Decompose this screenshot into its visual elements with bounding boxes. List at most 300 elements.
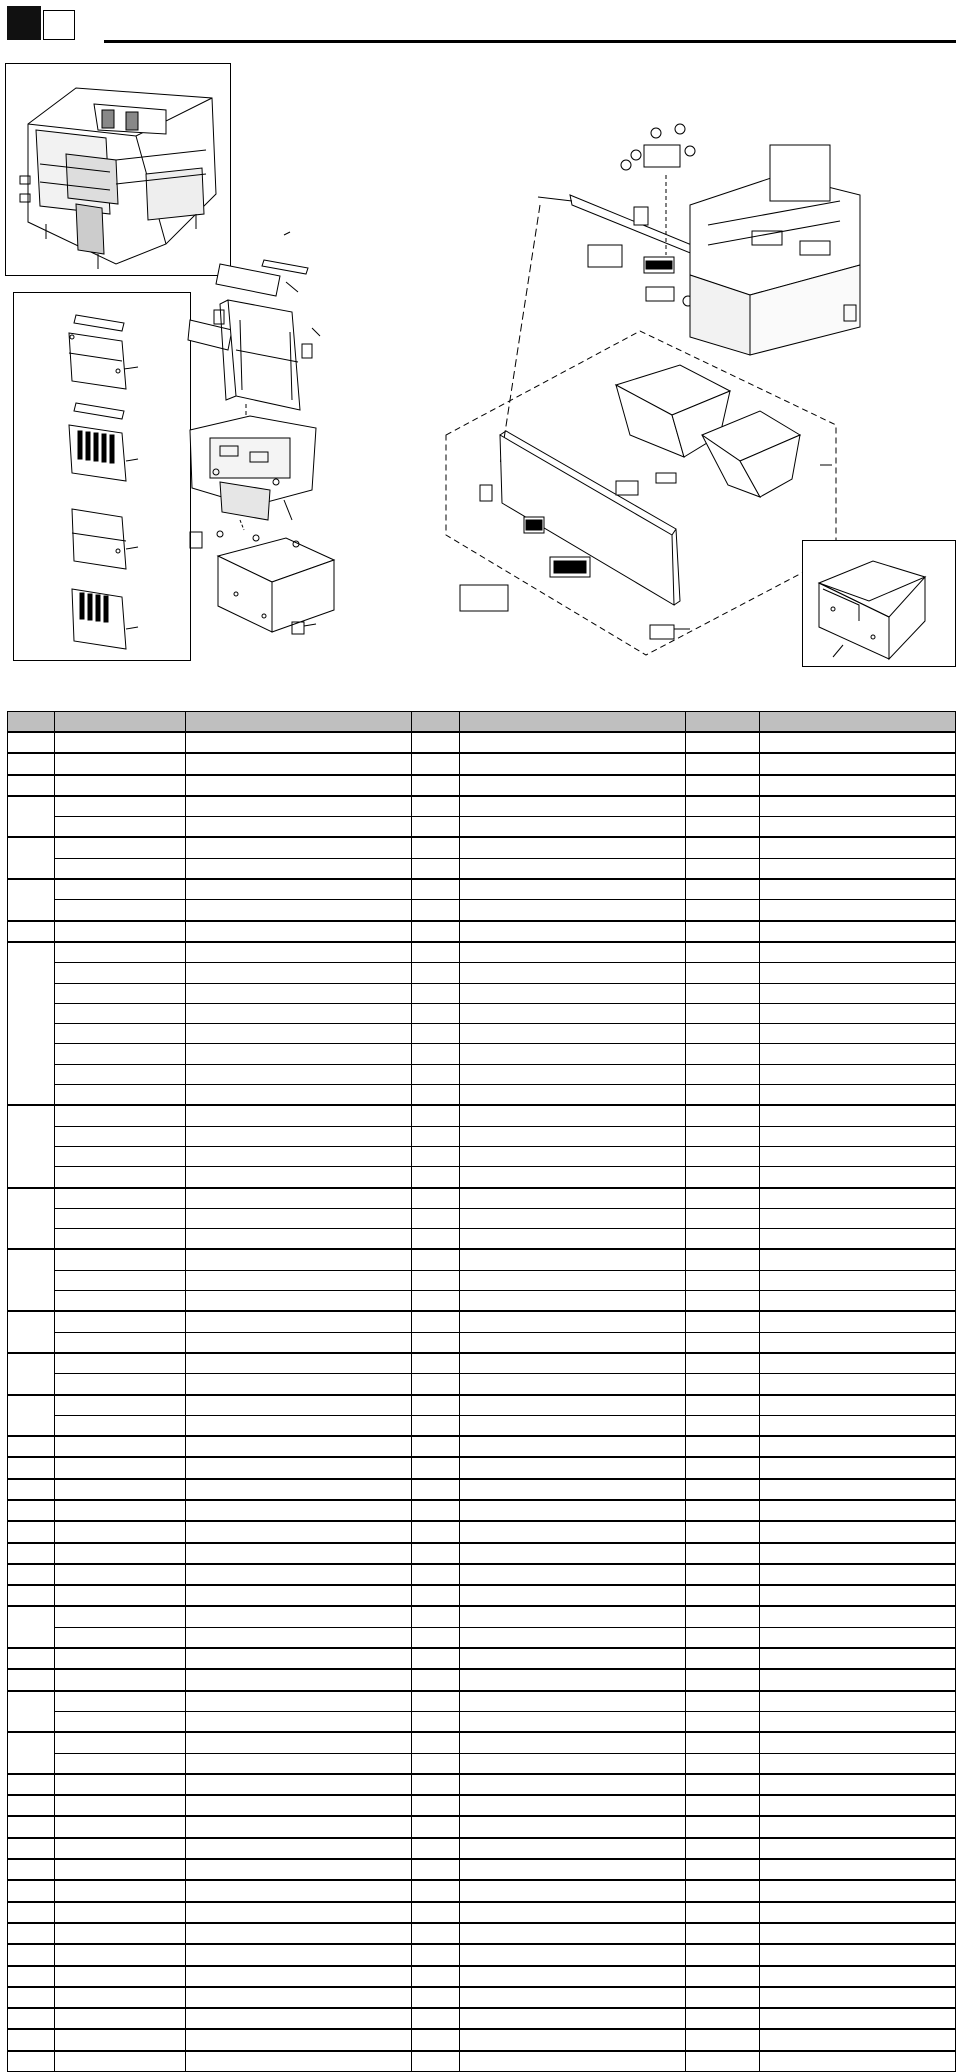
table-cell: [186, 1270, 412, 1290]
table-cell: [686, 837, 760, 858]
table-cell: [760, 1500, 956, 1521]
table-cell-ref: [8, 1923, 55, 1944]
table-cell: [186, 2029, 412, 2050]
table-cell: [686, 858, 760, 879]
table-cell: [686, 1774, 760, 1795]
table-cell: [186, 1146, 412, 1166]
table-cell-ref: [8, 1795, 55, 1816]
table-cell-ref: [8, 1353, 55, 1395]
table-cell: [760, 963, 956, 983]
table-cell: [55, 837, 186, 858]
table-cell: [186, 1987, 412, 2008]
table-cell: [55, 1944, 186, 1965]
table-cell: [412, 732, 460, 753]
table-cell: [760, 1753, 956, 1774]
table-cell: [55, 1395, 186, 1416]
table-row: [8, 775, 956, 796]
table-cell: [186, 1105, 412, 1126]
table-cell: [186, 1208, 412, 1228]
table-cell: [460, 1249, 686, 1270]
table-cell-ref: [8, 1816, 55, 1837]
table-cell: [460, 837, 686, 858]
table-cell: [686, 1146, 760, 1166]
table-cell: [760, 1774, 956, 1795]
table-cell: [55, 921, 186, 942]
table-cell: [412, 879, 460, 900]
table-cell: [186, 1753, 412, 1774]
table-cell: [760, 1627, 956, 1648]
table-cell: [460, 1126, 686, 1146]
table-cell: [412, 1585, 460, 1606]
table-cell: [412, 1774, 460, 1795]
table-cell: [760, 1126, 956, 1146]
table-cell: [412, 2008, 460, 2029]
table-cell: [186, 1332, 412, 1353]
table-cell: [760, 1521, 956, 1542]
table-row: [8, 1795, 956, 1816]
table-cell: [760, 1838, 956, 1859]
table-cell: [412, 1479, 460, 1500]
table-cell: [186, 1457, 412, 1478]
table-cell: [55, 900, 186, 921]
table-cell: [460, 1105, 686, 1126]
table-cell: [686, 1606, 760, 1627]
table-row: [8, 1229, 956, 1250]
table-cell: [55, 2008, 186, 2029]
table-cell: [186, 1944, 412, 1965]
table-cell: [55, 1585, 186, 1606]
table-cell: [686, 1627, 760, 1648]
table-row: [8, 796, 956, 817]
table-header-cell: [8, 712, 55, 733]
table-cell: [460, 1146, 686, 1166]
table-cell: [686, 796, 760, 817]
table-row: [8, 1146, 956, 1166]
table-row: [8, 858, 956, 879]
table-header-cell: [760, 712, 956, 733]
table-cell: [186, 796, 412, 817]
table-cell: [460, 1816, 686, 1837]
table-cell: [186, 1966, 412, 1987]
table-cell: [412, 1146, 460, 1166]
table-cell: [686, 753, 760, 774]
table-cell: [686, 1374, 760, 1395]
table-cell: [460, 1208, 686, 1228]
table-cell: [686, 1691, 760, 1712]
table-cell: [186, 1606, 412, 1627]
table-cell: [686, 900, 760, 921]
table-cell: [460, 2051, 686, 2072]
table-cell: [686, 942, 760, 963]
table-cell: [760, 1167, 956, 1188]
table-cell: [460, 1229, 686, 1250]
table-cell: [55, 1146, 186, 1166]
table-row: [8, 1374, 956, 1395]
table-cell: [186, 753, 412, 774]
table-cell: [460, 879, 686, 900]
subsection-box: [43, 10, 75, 40]
table-cell: [186, 1229, 412, 1250]
table-cell: [760, 1902, 956, 1923]
table-row: [8, 1966, 956, 1987]
table-cell: [460, 858, 686, 879]
table-cell: [760, 879, 956, 900]
table-cell: [686, 775, 760, 796]
table-cell: [412, 963, 460, 983]
table-cell: [55, 1415, 186, 1436]
table-cell: [55, 1711, 186, 1732]
table-cell: [412, 1753, 460, 1774]
table-cell: [412, 1838, 460, 1859]
table-cell: [412, 1711, 460, 1732]
table-cell: [186, 732, 412, 753]
table-cell: [55, 963, 186, 983]
table-row: [8, 1859, 956, 1880]
table-cell: [460, 1774, 686, 1795]
table-row: [8, 1648, 956, 1669]
table-cell: [412, 1436, 460, 1457]
table-cell-ref: [8, 1944, 55, 1965]
table-cell: [412, 796, 460, 817]
table-row: [8, 1564, 956, 1585]
table-cell: [760, 1585, 956, 1606]
table-row: [8, 1291, 956, 1312]
table-row: [8, 1627, 956, 1648]
table-cell: [186, 1521, 412, 1542]
table-cell: [55, 1188, 186, 1209]
table-row: [8, 1395, 956, 1416]
table-cell: [760, 1816, 956, 1837]
table-cell: [460, 1711, 686, 1732]
table-cell: [412, 1669, 460, 1690]
table-cell-ref: [8, 1966, 55, 1987]
table-cell: [186, 1585, 412, 1606]
table-cell: [760, 1188, 956, 1209]
table-cell: [55, 1126, 186, 1146]
table-cell: [760, 1332, 956, 1353]
table-cell: [186, 1711, 412, 1732]
table-cell: [760, 1208, 956, 1228]
table-cell: [412, 942, 460, 963]
table-cell: [55, 1436, 186, 1457]
table-cell-ref: [8, 942, 55, 1105]
table-cell: [186, 921, 412, 942]
table-cell: [760, 1229, 956, 1250]
table-cell-ref: [8, 775, 55, 796]
table-cell: [460, 983, 686, 1003]
table-cell: [460, 942, 686, 963]
table-cell: [760, 775, 956, 796]
table-cell: [460, 1691, 686, 1712]
table-cell: [412, 1374, 460, 1395]
table-cell: [760, 1711, 956, 1732]
table-cell: [412, 1024, 460, 1044]
table-cell: [412, 817, 460, 838]
table-cell-ref: [8, 1395, 55, 1437]
table-cell: [55, 1500, 186, 1521]
table-cell-ref: [8, 1457, 55, 1478]
table-cell: [55, 1648, 186, 1669]
table-cell: [460, 1064, 686, 1084]
table-cell: [55, 1732, 186, 1753]
table-cell: [412, 1648, 460, 1669]
table-cell: [55, 1691, 186, 1712]
table-cell-ref: [8, 732, 55, 753]
table-cell: [186, 1648, 412, 1669]
table-cell: [55, 1332, 186, 1353]
table-row: [8, 1208, 956, 1228]
table-cell: [460, 1564, 686, 1585]
table-cell: [55, 983, 186, 1003]
table-row: [8, 2029, 956, 2050]
table-cell: [686, 1105, 760, 1126]
table-header-cell: [686, 712, 760, 733]
table-cell: [55, 1457, 186, 1478]
table-row: [8, 1105, 956, 1126]
table-cell: [55, 2029, 186, 2050]
table-cell: [186, 1249, 412, 1270]
table-cell: [186, 2051, 412, 2072]
table-cell: [55, 1270, 186, 1290]
table-cell: [186, 1479, 412, 1500]
table-cell-ref: [8, 1311, 55, 1353]
table-cell: [760, 2008, 956, 2029]
table-cell: [460, 775, 686, 796]
table-cell-ref: [8, 1774, 55, 1795]
table-cell: [186, 837, 412, 858]
table-cell: [686, 1270, 760, 1290]
table-cell-ref: [8, 1669, 55, 1690]
table-cell: [460, 2008, 686, 2029]
table-cell: [55, 1774, 186, 1795]
table-cell: [186, 1500, 412, 1521]
table-cell: [55, 1249, 186, 1270]
table-cell: [460, 1902, 686, 1923]
table-cell-ref: [8, 1606, 55, 1648]
table-cell: [760, 1085, 956, 1106]
table-cell: [760, 796, 956, 817]
table-cell: [460, 2029, 686, 2050]
table-cell: [460, 1167, 686, 1188]
table-cell: [186, 1543, 412, 1564]
table-row: [8, 1732, 956, 1753]
table-cell: [55, 1044, 186, 1064]
table-cell: [460, 1880, 686, 1901]
table-cell: [412, 1167, 460, 1188]
table-row: [8, 1902, 956, 1923]
table-cell: [686, 1902, 760, 1923]
table-cell: [760, 1146, 956, 1166]
table-cell: [55, 1064, 186, 1084]
table-cell: [186, 1085, 412, 1106]
table-cell: [460, 1859, 686, 1880]
table-cell: [760, 1944, 956, 1965]
table-cell: [412, 1064, 460, 1084]
table-cell: [686, 1229, 760, 1250]
table-cell: [55, 1085, 186, 1106]
table-cell: [55, 1923, 186, 1944]
table-cell: [460, 1669, 686, 1690]
table-header-cell: [412, 712, 460, 733]
table-cell: [686, 1585, 760, 1606]
table-cell: [412, 1987, 460, 2008]
table-cell: [686, 1816, 760, 1837]
table-cell: [760, 900, 956, 921]
table-cell: [412, 1044, 460, 1064]
table-cell: [460, 900, 686, 921]
table-cell: [412, 1521, 460, 1542]
table-cell: [686, 1249, 760, 1270]
table-cell: [55, 817, 186, 838]
table-cell-ref: [8, 1521, 55, 1542]
table-cell: [686, 1332, 760, 1353]
table-row: [8, 732, 956, 753]
table-cell: [686, 1944, 760, 1965]
table-cell: [460, 1753, 686, 1774]
table-cell: [686, 1732, 760, 1753]
section-number-box: [7, 6, 41, 40]
table-cell: [186, 1902, 412, 1923]
table-row: [8, 1543, 956, 1564]
table-cell: [412, 921, 460, 942]
table-cell: [55, 732, 186, 753]
table-row: [8, 1606, 956, 1627]
table-cell: [460, 1044, 686, 1064]
table-cell: [55, 942, 186, 963]
table-row: [8, 1816, 956, 1837]
table-row: [8, 817, 956, 838]
table-cell: [55, 1543, 186, 1564]
table-cell: [412, 1691, 460, 1712]
table-cell-ref: [8, 2008, 55, 2029]
table-cell: [760, 1395, 956, 1416]
table-cell: [460, 1311, 686, 1332]
table-row: [8, 1353, 956, 1374]
table-cell: [55, 1003, 186, 1023]
table-row: [8, 1753, 956, 1774]
table-row: [8, 1457, 956, 1478]
table-header-cell: [186, 712, 412, 733]
table-cell: [412, 1902, 460, 1923]
table-cell: [186, 1774, 412, 1795]
table-row: [8, 1249, 956, 1270]
table-row: [8, 921, 956, 942]
table-cell: [686, 1126, 760, 1146]
table-row: [8, 879, 956, 900]
table-cell: [686, 1064, 760, 1084]
table-cell: [460, 753, 686, 774]
table-cell: [686, 1291, 760, 1312]
table-cell: [760, 817, 956, 838]
table-cell: [412, 1003, 460, 1023]
table-row: [8, 900, 956, 921]
table-cell: [55, 1208, 186, 1228]
table-header-cell: [55, 712, 186, 733]
table-cell-ref: [8, 879, 55, 921]
table-row: [8, 1126, 956, 1146]
table-cell: [460, 1987, 686, 2008]
table-cell-ref: [8, 1436, 55, 1457]
table-cell: [760, 1987, 956, 2008]
table-cell: [186, 1669, 412, 1690]
table-cell: [760, 1732, 956, 1753]
table-cell: [460, 1585, 686, 1606]
table-cell: [412, 1332, 460, 1353]
table-row: [8, 1311, 956, 1332]
table-cell: [186, 942, 412, 963]
table-cell: [686, 1648, 760, 1669]
table-cell: [760, 1457, 956, 1478]
table-cell: [686, 1966, 760, 1987]
table-cell-ref: [8, 1859, 55, 1880]
table-cell: [55, 1229, 186, 1250]
table-cell: [760, 858, 956, 879]
table-cell: [686, 1353, 760, 1374]
table-cell: [55, 1902, 186, 1923]
table-cell: [686, 1543, 760, 1564]
table-cell: [412, 1229, 460, 1250]
table-cell: [55, 879, 186, 900]
table-cell: [55, 753, 186, 774]
table-cell: [460, 1944, 686, 1965]
table-row: [8, 1585, 956, 1606]
table-cell: [460, 1024, 686, 1044]
table-cell: [460, 1003, 686, 1023]
table-cell: [460, 1415, 686, 1436]
table-cell: [686, 1395, 760, 1416]
table-cell: [412, 1249, 460, 1270]
table-cell-ref: [8, 837, 55, 879]
table-cell-ref: [8, 2029, 55, 2050]
table-cell: [686, 1923, 760, 1944]
table-cell-ref: [8, 1691, 55, 1733]
table-cell: [55, 1105, 186, 1126]
table-cell: [186, 775, 412, 796]
table-cell: [686, 1188, 760, 1209]
table-cell: [686, 2029, 760, 2050]
table-cell: [412, 1627, 460, 1648]
table-cell: [412, 983, 460, 1003]
table-cell: [55, 1291, 186, 1312]
table-row: [8, 1880, 956, 1901]
table-cell: [412, 858, 460, 879]
table-cell: [760, 1795, 956, 1816]
table-row: [8, 1064, 956, 1084]
table-cell: [186, 1291, 412, 1312]
table-cell: [760, 1311, 956, 1332]
table-row: [8, 1436, 956, 1457]
table-cell: [460, 1085, 686, 1106]
table-row: [8, 1500, 956, 1521]
table-cell: [760, 1353, 956, 1374]
table-cell: [412, 1105, 460, 1126]
conveyor-cover-variants-frame: [13, 292, 191, 661]
table-cell: [460, 1436, 686, 1457]
table-cell: [460, 1627, 686, 1648]
table-cell: [55, 1880, 186, 1901]
table-cell: [412, 1291, 460, 1312]
table-cell: [686, 2051, 760, 2072]
table-cell: [412, 2051, 460, 2072]
table-row: [8, 1711, 956, 1732]
tray-detail-frame: [802, 540, 956, 667]
table-row: [8, 1044, 956, 1064]
table-cell: [186, 1436, 412, 1457]
table-cell: [760, 1044, 956, 1064]
table-cell: [686, 1669, 760, 1690]
table-cell: [55, 1606, 186, 1627]
table-cell: [412, 1500, 460, 1521]
